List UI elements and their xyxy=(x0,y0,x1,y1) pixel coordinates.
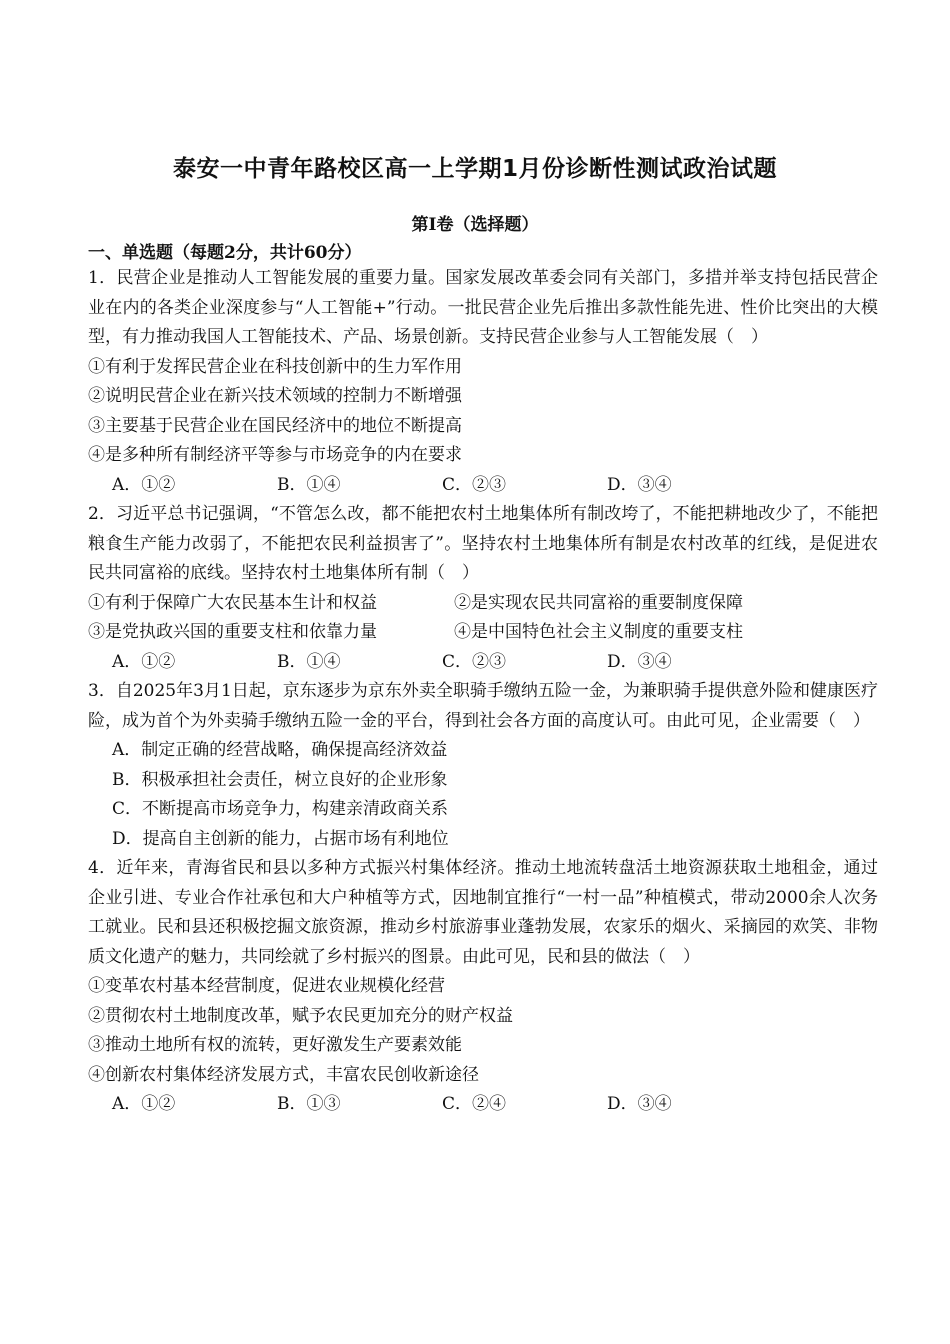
question-4-statement: ①变革农村基本经营制度，促进农业规模化经营 xyxy=(88,976,445,996)
choice-b[interactable]: B．①③ xyxy=(277,1094,341,1114)
choice-c[interactable]: C．②③ xyxy=(442,651,507,672)
choice-d[interactable]: D．③④ xyxy=(607,1094,672,1114)
question-2-stem: 2．习近平总书记强调，“不管怎么改，都不能把农村土地集体所有制改垮了，不能把耕地改少了，不能把粮食生产能力改弱了，不能把农民利益损害了”。坚持农村土地集体所有制是农村改革的红线，是促进农民共同富裕的底线。坚持农村土地集体所有制（ ） xyxy=(88,504,878,583)
choice-d[interactable]: D．③④ xyxy=(607,474,672,495)
question-2-statement-row xyxy=(88,589,878,619)
question-2-statement: ③是党执政兴国的重要支柱和依靠力量 xyxy=(88,622,377,642)
question-4-statement: ②贯彻农村土地制度改革，赋予农民更加充分的财产权益 xyxy=(88,1005,513,1026)
question-4-statement: ④创新农村集体经济发展方式，丰富农民创收新途径 xyxy=(88,1064,479,1085)
question-4-stem: 4．近年来，青海省民和县以多种方式振兴村集体经济。推动土地流转盘活土地资源获取土地租金，通过企业引进、专业合作社承包和大户种植等方式，因地制宜推行“一村一品”种植模式，带动2000余人次务工就业。民和县还积极挖掘文旅资源，推动乡村旅游事业蓬勃发展，农家乐的烟火、采摘园的欢笑、非物质文化遗产的魅力，共同绘就了乡村振兴的图景。由此可见，民和县的做法（ ） xyxy=(88,858,878,967)
question-3-stem: 3．自2025年3月1日起，京东逐步为京东外卖全职骑手缴纳五险一金，为兼职骑手提供意外险和健康医疗险，成为首个为外卖骑手缴纳五险一金的平台，得到社会各方面的高度认可。由此可见，企业需要（ ） xyxy=(88,681,878,731)
question-1-stem: 1．民营企业是推动人工智能发展的重要力量。国家发展改革委会同有关部门，多措并举支持包括民营企业在内的各类企业深度参与“人工智能+”行动。一批民营企业先后推出多款性能先进、性价比突出的大模型，有力推动我国人工智能技术、产品、场景创新。支持民营企业参与人工智能发展（ ） xyxy=(88,268,878,347)
choice-d[interactable]: D．提高自主创新的能力，占据市场有利地位 xyxy=(112,828,449,849)
choice-d[interactable]: D．③④ xyxy=(607,651,672,672)
question-2-choices xyxy=(88,648,878,678)
choice-a[interactable]: A．①② xyxy=(112,651,176,672)
question-2-statement: ①有利于保障广大农民基本生计和权益 xyxy=(88,592,377,613)
choice-b[interactable]: B．①④ xyxy=(277,474,341,495)
questions-container xyxy=(88,264,878,1120)
volume-heading: 第Ⅰ卷（选择题） xyxy=(411,215,539,235)
question-4-statement: ③推动土地所有权的流转，更好激发生产要素效能 xyxy=(88,1035,462,1055)
choice-c[interactable]: C．②④ xyxy=(442,1094,507,1114)
section-heading: 一、单选题（每题2分，共计60分） xyxy=(88,243,362,263)
choice-c[interactable]: C．②③ xyxy=(442,474,507,495)
choice-a[interactable]: A．①② xyxy=(112,474,176,495)
question-4-choices xyxy=(88,1090,878,1120)
page-title: 泰安一中青年路校区高一上学期1月份诊断性测试政治试题 xyxy=(172,156,777,182)
question-2-statement-row xyxy=(88,618,878,648)
choice-c[interactable]: C．不断提高市场竞争力，构建亲清政商关系 xyxy=(112,799,449,819)
question-1-statement: ③主要基于民营企业在国民经济中的地位不断提高 xyxy=(88,415,462,436)
choice-a[interactable]: A．制定正确的经营战略，确保提高经济效益 xyxy=(112,740,448,760)
question-2-statement: ②是实现农民共同富裕的重要制度保障 xyxy=(454,592,743,613)
question-1-choices xyxy=(88,471,878,501)
question-1-statement: ②说明民营企业在新兴技术领域的控制力不断增强 xyxy=(88,386,462,406)
choice-b[interactable]: B．①④ xyxy=(277,651,341,672)
question-2-statement: ④是中国特色社会主义制度的重要支柱 xyxy=(454,622,743,642)
question-1-statement: ①有利于发挥民营企业在科技创新中的生力军作用 xyxy=(88,356,462,377)
choice-a[interactable]: A．①② xyxy=(112,1094,176,1114)
question-1-statement: ④是多种所有制经济平等参与市场竞争的内在要求 xyxy=(88,445,462,465)
choice-b[interactable]: B．积极承担社会责任，树立良好的企业形象 xyxy=(112,769,448,790)
